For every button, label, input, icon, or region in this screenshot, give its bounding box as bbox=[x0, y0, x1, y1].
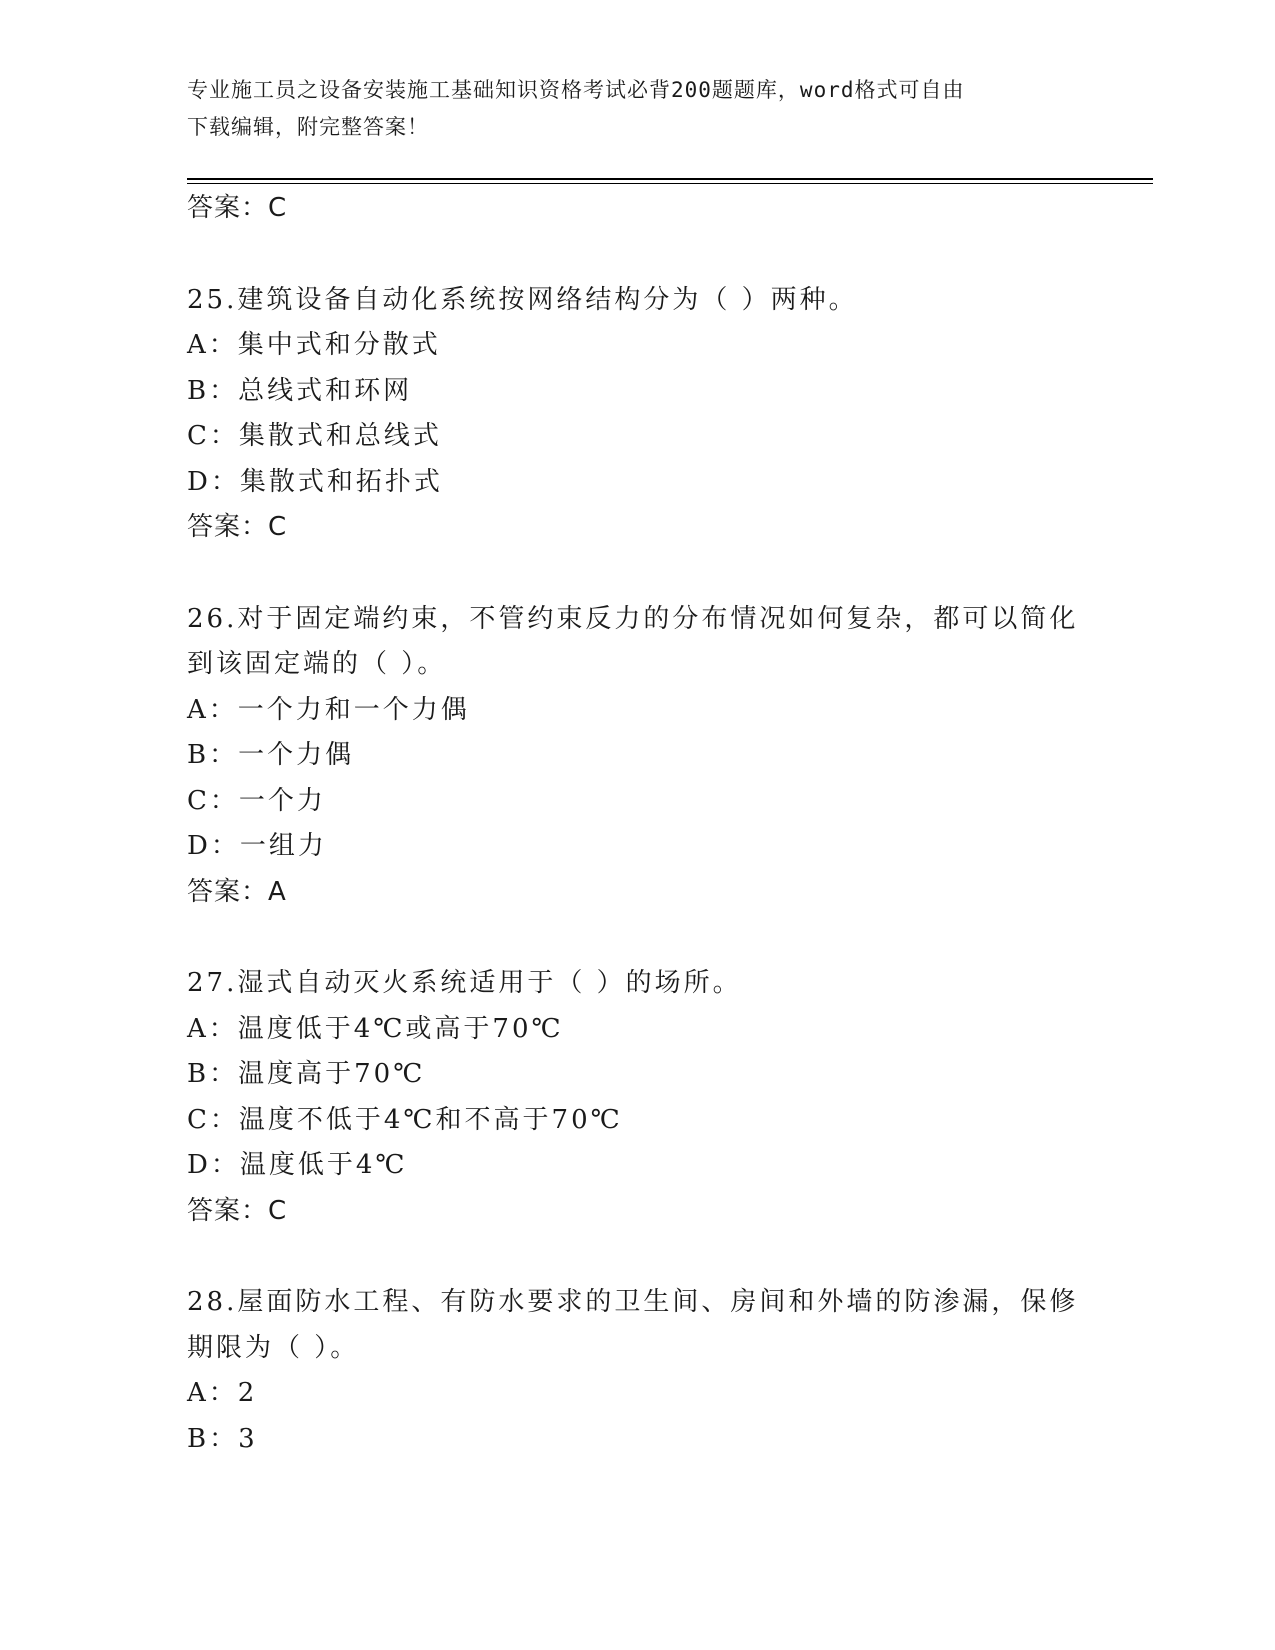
answer-line: 答案：C bbox=[187, 193, 288, 223]
header-divider-thin bbox=[187, 183, 1153, 184]
question-block bbox=[187, 1280, 1087, 1462]
option-a: A：集中式和分散式 bbox=[187, 330, 441, 360]
option-b: B：3 bbox=[187, 1423, 258, 1454]
spacer bbox=[187, 1234, 1087, 1280]
question-stem: 27.湿式自动灭火系统适用于（ ）的场所。 bbox=[187, 968, 742, 998]
option-b: B：一个力偶 bbox=[187, 740, 355, 770]
question-stem: 25.建筑设备自动化系统按网络结构分为（ ）两种。 bbox=[187, 284, 858, 315]
option-d: D：温度低于4℃ bbox=[187, 1150, 408, 1180]
question-stem-continued: 到该固定端的（ ）。 bbox=[187, 649, 447, 679]
header-divider-thick bbox=[187, 178, 1153, 180]
answer-line: 答案：A bbox=[187, 876, 287, 907]
option-d: D：集散式和拓扑式 bbox=[187, 466, 443, 497]
option-c: C：一个力 bbox=[187, 785, 326, 816]
header-title-line-2: 下载编辑，附完整答案！ bbox=[187, 115, 429, 139]
option-a: A：一个力和一个力偶 bbox=[187, 694, 470, 725]
question-block bbox=[187, 278, 1087, 551]
question-stem: 28.屋面防水工程、有防水要求的卫生间、房间和外墙的防渗漏，保修 bbox=[187, 1287, 1079, 1317]
question-stem-continued: 期限为（ ）。 bbox=[187, 1332, 360, 1363]
option-a: A：2 bbox=[187, 1378, 258, 1408]
document-header bbox=[187, 72, 1087, 146]
question-list bbox=[187, 186, 1087, 1462]
option-b: B：总线式和环网 bbox=[187, 375, 413, 406]
spacer bbox=[187, 915, 1087, 961]
question-block bbox=[187, 597, 1087, 916]
question-block bbox=[187, 961, 1087, 1234]
option-a: A：温度低于4℃或高于70℃ bbox=[187, 1013, 564, 1044]
spacer bbox=[187, 551, 1087, 597]
option-c: C：温度不低于4℃和不高于70℃ bbox=[187, 1104, 623, 1135]
spacer bbox=[187, 232, 1087, 278]
option-b: B：温度高于70℃ bbox=[187, 1059, 426, 1089]
option-d: D：一组力 bbox=[187, 831, 327, 861]
header-title-line-1: 专业施工员之设备安装施工基础知识资格考试必背200题题库，word格式可自由 bbox=[187, 78, 965, 102]
question-stem: 26.对于固定端约束，不管约束反力的分布情况如何复杂，都可以简化 bbox=[187, 603, 1079, 634]
answer-line: 答案：C bbox=[187, 1195, 288, 1226]
answer-line: 答案：C bbox=[187, 512, 288, 542]
option-c: C：集散式和总线式 bbox=[187, 421, 442, 451]
